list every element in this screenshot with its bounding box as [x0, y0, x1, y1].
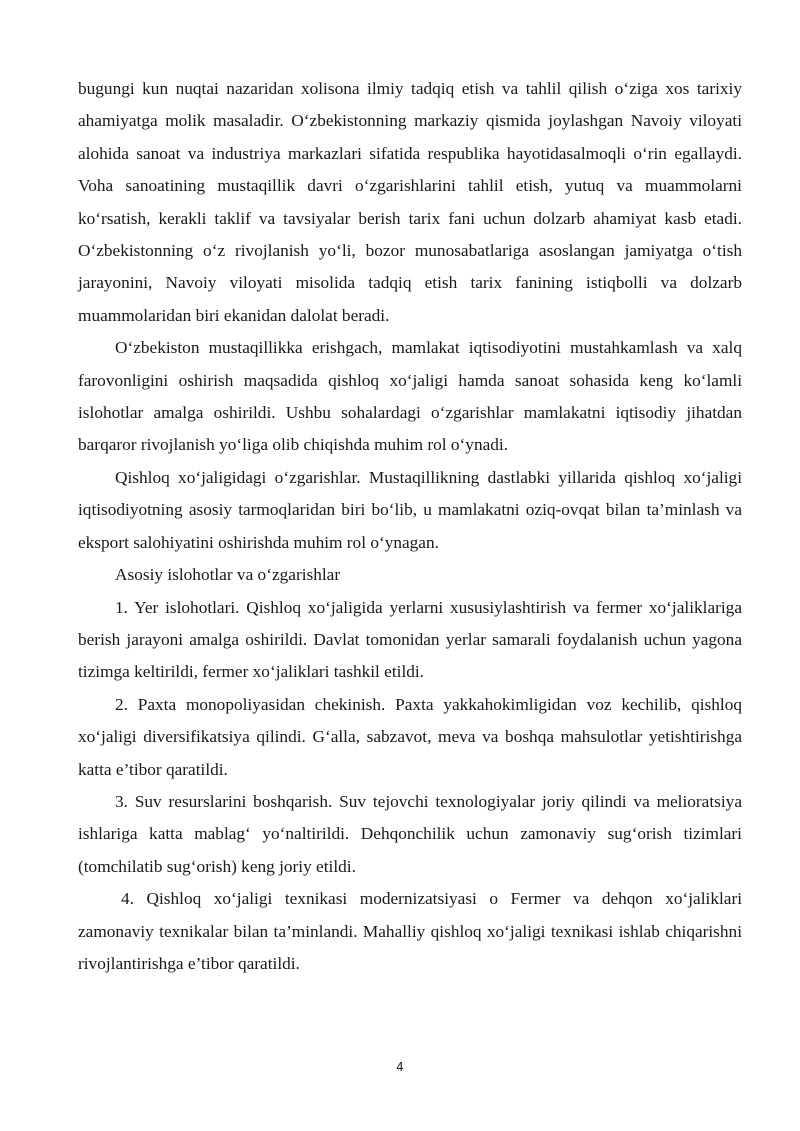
list-item-machinery-modernization: 4. Qishloq xo‘jaligi texnikasi modernizatsiyasi o Fermer va dehqon xo‘jaliklari zamonaviy texnikalar bilan ta’minlandi. Mahalliy qishloq xo‘jaligi texnikasi ishlab chiqarishni rivojlantirishga e’tibor qaratildi.: [78, 889, 742, 973]
paragraph-independence-reforms: O‘zbekiston mustaqillikka erishgach, mamlakat iqtisodiyotini mustahkamlash va xalq farovonligini oshirish maqsadida qishloq xo‘jaligi hamda sanoat sohasida keng ko‘lamli islohotlar amalga oshirildi. Ushbu sohalardagi o‘zgarishlar mamlakatni iqtisodiy jihatdan barqaror rivojlanish yo‘liga olib chiqishda muhim rol o‘ynadi.: [78, 338, 742, 455]
list-item-cotton-monopoly: 2. Paxta monopoliyasidan chekinish. Paxta yakkahokimligidan voz kechilib, qishloq xo‘jaligi diversifikatsiya qilindi. G‘alla, sabzavot, meva va boshqa mahsulotlar yetishtirishga katta e’tibor qaratildi.: [78, 694, 742, 779]
page-number: 4: [396, 1060, 404, 1074]
paragraph-agriculture-changes: Qishloq xo‘jaligidagi o‘zgarishlar. Mustaqillikning dastlabki yillarida qishloq xo‘jaligi iqtisodiyotning asosiy tarmoqlaridan biri bo‘lib, u mamlakatni oziq-ovqat bilan ta’minlash va eksport salohiyatini oshirishda muhim rol o‘ynagan.: [78, 467, 742, 552]
page-body: [78, 73, 742, 980]
list-item-water-resources: 3. Suv resurslarini boshqarish. Suv tejovchi texnologiyalar joriy qilindi va melioratsiya ishlariga katta mablag‘ yo‘naltirildi. Dehqonchilik uchun zamonaviy sug‘orish tizimlari (tomchilatib sug‘orish) keng joriy etildi.: [78, 791, 742, 876]
section-heading-main-reforms: Asosiy islohotlar va o‘zgarishlar: [115, 565, 341, 585]
paragraph-continuation: bugungi kun nuqtai nazaridan xolisona ilmiy tadqiq etish va tahlil qilish o‘ziga xos tarixiy ahamiyatga molik masaladir. O‘zbekistonning markaziy qismida joylashgan Navoiy viloyati alohida sanoat va industriya markazlari sifatida respublika hayotidasalmoqli o‘rin egallaydi. Voha sanoatining mustaqillik davri o‘zgarishlarini tahlil etish, yutuq va muammolarni ko‘rsatish, kerakli taklif va tavsiyalar berish tarix fani uchun dolzarb ahamiyat kasb etadi. O‘zbekistonning o‘z rivojlanish yo‘li, bozor munosabatlariga asoslangan jamiyatga o‘tish jarayonini, Navoiy viloyati misolida tadqiq etish tarix fanining istiqbolli va dolzarb muammolaridan biri ekanidan dalolat beradi.: [78, 79, 742, 325]
list-item-land-reforms: 1. Yer islohotlari. Qishloq xo‘jaligida yerlarni xususiylashtirish va fermer xo‘jaliklariga berish jarayoni amalga oshirildi. Davlat tomonidan yerlar samarali foydalanish uchun yagona tizimga keltirildi, fermer xo‘jaliklari tashkil etildi.: [78, 597, 742, 682]
